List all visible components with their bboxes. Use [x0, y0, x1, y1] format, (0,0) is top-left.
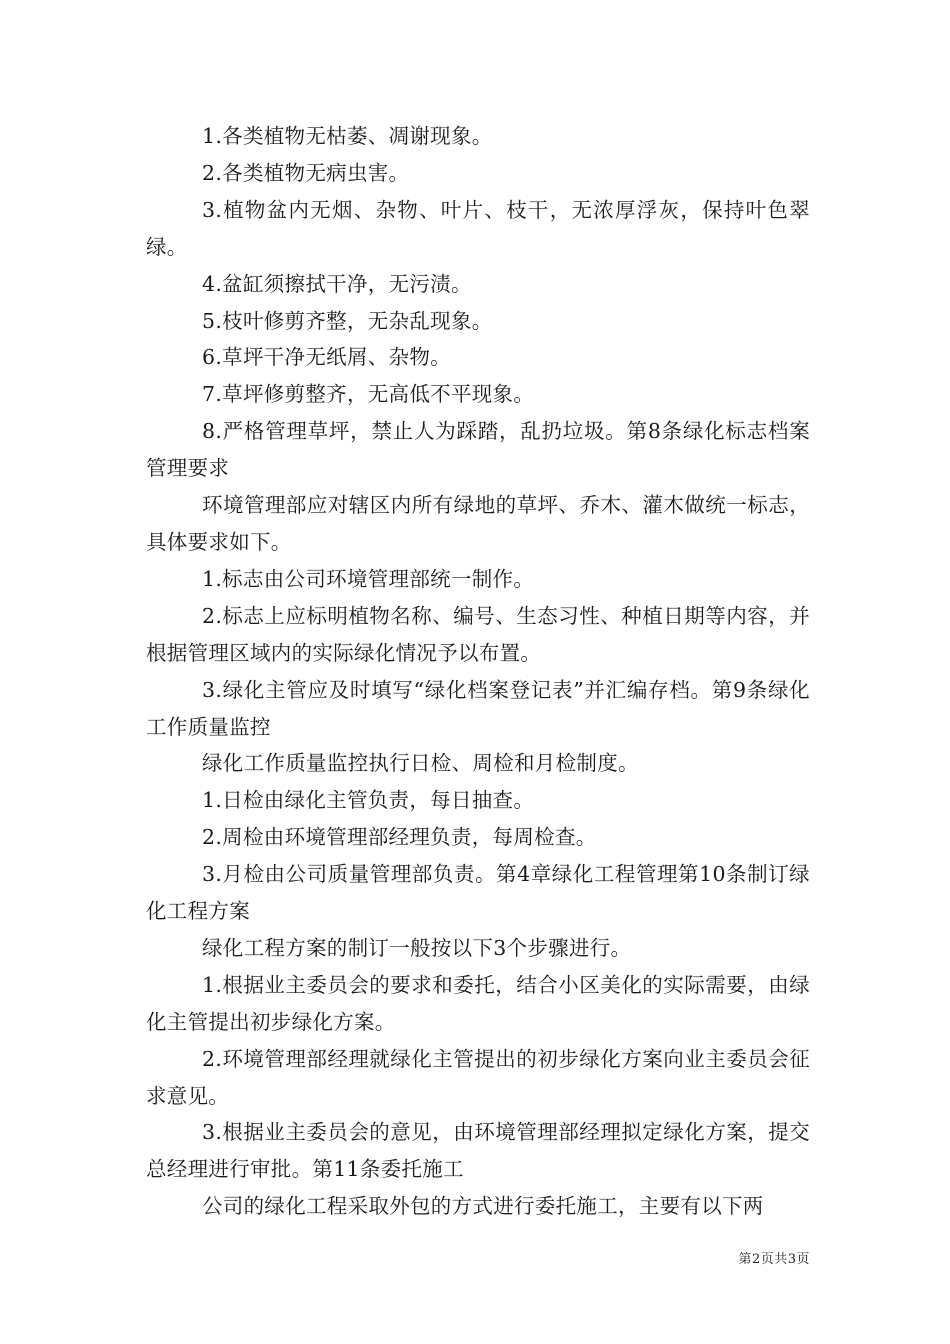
paragraph: 公司的绿化工程采取外包的方式进行委托施工，主要有以下两 [202, 1194, 764, 1219]
paragraph: 绿化工程方案的制订一般按以下3个步骤进行。 [202, 935, 632, 960]
paragraph: 2.各类植物无病虫害。 [202, 160, 410, 185]
paragraph: 环境管理部应对辖区内所有绿地的草坪、乔木、灌木做统一标志，具体要求如下。 [146, 493, 810, 554]
paragraph: 1.根据业主委员会的要求和委托，结合小区美化的实际需要，由绿化主管提出初步绿化方案。 [146, 972, 810, 1034]
paragraph: 2.周检由环境管理部经理负责，每周检查。 [202, 825, 597, 850]
paragraph: 6.草坪干净无纸屑、杂物。 [202, 345, 451, 370]
paragraph: 5.枝叶修剪齐整，无杂乱现象。 [202, 308, 493, 333]
paragraph: 3.根据业主委员会的意见，由环境管理部经理拟定绿化方案，提交总经理进行审批。第11条委托施工 [146, 1120, 810, 1182]
paragraph: 1.日检由绿化主管负责，每日抽查。 [202, 788, 535, 813]
paragraph: 3.月检由公司质量管理部负责。第4章绿化工程管理第10条制订绿化工程方案 [146, 862, 810, 924]
page-number: 第2页共3页 [738, 1252, 810, 1267]
paragraph: 4.盆缸须擦拭干净，无污渍。 [202, 271, 472, 296]
paragraph: 绿化工作质量监控执行日检、周检和月检制度。 [202, 751, 639, 776]
paragraph: 1.各类植物无枯萎、凋谢现象。 [202, 124, 493, 148]
paragraph: 2.环境管理部经理就绿化主管提出的初步绿化方案向业主委员会征求意见。 [146, 1046, 810, 1108]
document-body [146, 118, 810, 1225]
paragraph: 7.草坪修剪整齐，无高低不平现象。 [202, 382, 535, 407]
paragraph: 1.标志由公司环境管理部统一制作。 [202, 566, 535, 591]
paragraph: 8.严格管理草坪，禁止人为踩踏，乱扔垃圾。第8条绿化标志档案管理要求 [146, 419, 810, 481]
paragraph: 3.植物盆内无烟、杂物、叶片、枝干，无浓厚浮灰，保持叶色翠绿。 [146, 197, 810, 259]
paragraph: 3.绿化主管应及时填写“绿化档案登记表”并汇编存档。第9条绿化工作质量监控 [146, 677, 810, 739]
paragraph: 2.标志上应标明植物名称、编号、生态习性、种植日期等内容，并根据管理区域内的实际绿化情况予以布置。 [146, 603, 810, 665]
